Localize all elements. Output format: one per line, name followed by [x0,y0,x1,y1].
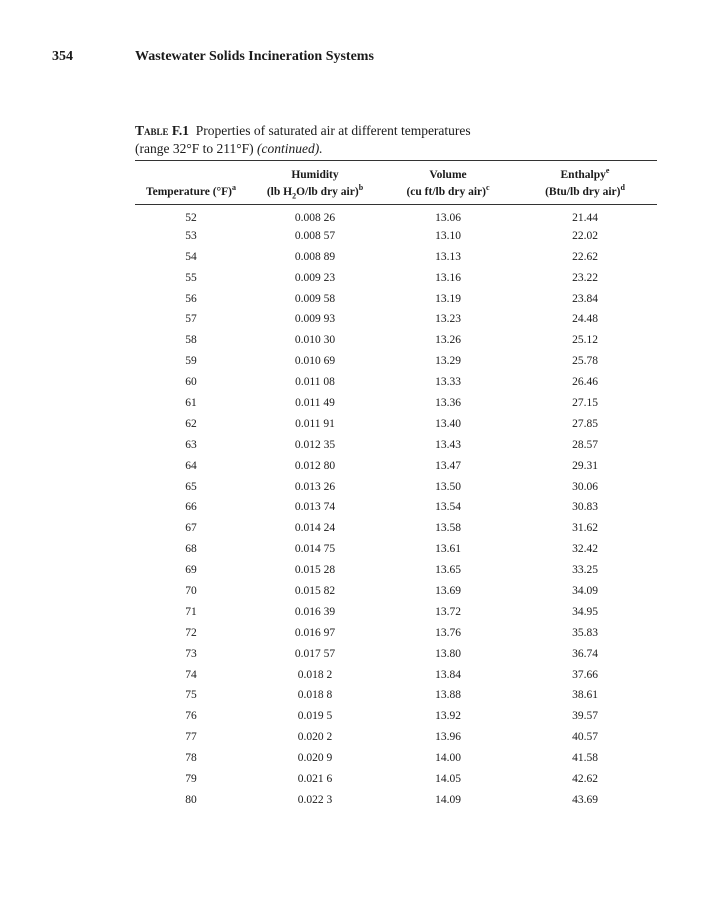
temperature-cell: 65 [185,480,197,493]
header-enthalpy: Enthalpy$^e$ [513,161,657,182]
temperature-cell: 76 [185,710,197,723]
temperature-cell: 54 [185,250,197,263]
temperature-cell: 77 [185,731,197,744]
humidity-cell: 0.018 8 [297,689,333,702]
table-title: Properties of saturated air at different temperatures [195,123,471,138]
page-number: 354 [52,49,73,64]
temperature-cell: 59 [185,355,197,368]
temperature-cell: 61 [185,396,197,409]
table-row [135,789,657,810]
humidity-cell: 0.022 3 [297,793,333,806]
enthalpy-cell: 28.57 [572,438,598,451]
table-row [135,497,657,518]
enthalpy-cell: 24.48 [572,313,598,326]
enthalpy-cell: 25.78 [572,355,598,368]
header-enthalpy-unit: (Btu/lb dry air)$^d$ [513,181,657,205]
volume-cell: 13.65 [435,564,461,577]
humidity-cell: 0.010 30 [294,334,336,347]
table-row [135,643,657,664]
table-row [135,685,657,706]
enthalpy-cell: 23.22 [572,271,598,284]
volume-cell: 13.92 [435,710,461,723]
table-row [135,413,657,434]
humidity-cell: 0.014 24 [294,522,336,535]
enthalpy-cell: 43.69 [572,793,598,806]
table-row [135,267,657,288]
table-row [135,455,657,476]
volume-cell: 13.26 [435,334,461,347]
humidity-cell: 0.012 35 [294,438,336,451]
table-row [135,351,657,372]
humidity-cell: 0.010 69 [294,355,336,368]
humidity-cell: 0.011 08 [295,376,335,389]
enthalpy-cell: 38.61 [572,689,598,702]
table-row [135,205,657,226]
temperature-cell: 72 [185,626,197,639]
humidity-cell: 0.016 39 [294,605,336,618]
temperature-cell: 70 [185,584,197,597]
table-row [135,309,657,330]
temperature-cell: 78 [185,752,197,765]
temperature-cell: 74 [185,668,197,681]
table-row [135,622,657,643]
humidity-cell: 0.011 49 [295,396,335,409]
running-head: Wastewater Solids Incineration Systems [135,49,374,64]
table-row [135,330,657,351]
table-row [135,706,657,727]
header-volume: Volume [383,161,513,182]
temperature-cell: 71 [185,605,197,618]
enthalpy-cell: 22.02 [572,229,598,242]
volume-cell: 13.06 [435,212,461,225]
temperature-cell: 53 [185,229,197,242]
volume-cell: 14.09 [435,793,461,806]
temperature-cell: 79 [185,772,197,785]
enthalpy-cell: 34.95 [572,605,598,618]
volume-cell: 13.69 [435,584,461,597]
enthalpy-cell: 30.06 [572,480,598,493]
humidity-cell: 0.008 26 [294,212,336,225]
enthalpy-cell: 41.58 [572,752,598,765]
temperature-cell: 56 [185,292,197,305]
volume-cell: 13.88 [435,689,461,702]
table-row [135,560,657,581]
volume-cell: 13.43 [435,438,461,451]
enthalpy-cell: 27.85 [572,417,598,430]
header-temperature: Temperature $(^\circ F)^a$ [135,181,247,205]
enthalpy-cell: 30.83 [572,501,598,514]
humidity-cell: 0.015 28 [294,564,336,577]
humidity-cell: 0.019 5 [297,710,333,723]
humidity-cell: 0.008 57 [294,229,336,242]
enthalpy-cell: 39.57 [572,710,598,723]
enthalpy-cell: 29.31 [572,459,598,472]
enthalpy-cell: 36.74 [572,647,598,660]
volume-cell: 14.00 [435,752,461,765]
temperature-cell: 63 [185,438,197,451]
enthalpy-cell: 26.46 [572,376,598,389]
volume-cell: 13.72 [435,605,461,618]
volume-cell: 13.58 [435,522,461,535]
temperature-cell: 80 [185,793,197,806]
table-body [135,205,657,811]
humidity-cell: 0.014 75 [294,543,336,556]
humidity-cell: 0.009 23 [294,271,336,284]
temperature-cell: 67 [185,522,197,535]
volume-cell: 13.47 [435,459,461,472]
volume-cell: 13.33 [435,376,461,389]
table-row [135,664,657,685]
volume-cell: 13.23 [435,313,461,326]
volume-cell: 13.61 [435,543,461,556]
enthalpy-cell: 27.15 [572,396,598,409]
volume-cell: 13.76 [435,626,461,639]
volume-cell: 13.40 [435,417,461,430]
temperature-cell: 60 [185,376,197,389]
table-row [135,748,657,769]
temperature-cell: 73 [185,647,197,660]
temperature-cell: 57 [185,313,197,326]
enthalpy-cell: 34.09 [572,584,598,597]
humidity-cell: 0.009 58 [294,292,336,305]
enthalpy-cell: 23.84 [572,292,598,305]
temperature-cell: 62 [185,417,197,430]
volume-cell: 13.19 [435,292,461,305]
enthalpy-cell: 31.62 [572,522,598,535]
temperature-cell: 58 [185,334,197,347]
saturated-air-table [135,160,657,810]
header-temperature-blank [135,161,247,182]
table-label: Table F.1 [135,123,190,138]
humidity-cell: 0.012 80 [294,459,336,472]
temperature-cell: 55 [185,271,197,284]
temperature-cell: 52 [185,212,197,225]
humidity-cell: 0.020 2 [297,731,333,744]
humidity-cell: 0.011 91 [295,417,335,430]
volume-cell: 13.13 [435,250,461,263]
humidity-cell: 0.017 57 [294,647,336,660]
temperature-cell: 68 [185,543,197,556]
humidity-cell: 0.015 82 [294,584,336,597]
temperature-cell: 64 [185,459,197,472]
humidity-cell: 0.016 97 [294,626,336,639]
enthalpy-cell: 35.83 [572,626,598,639]
table-row [135,246,657,267]
table-row [135,434,657,455]
table-row [135,727,657,748]
table-row [135,769,657,790]
table-range: (range 32°F to 211°F) [135,141,254,156]
volume-cell: 13.80 [435,647,461,660]
enthalpy-cell: 37.66 [572,668,598,681]
humidity-cell: 0.008 89 [294,250,336,263]
humidity-cell: 0.009 93 [294,313,336,326]
temperature-cell: 69 [185,564,197,577]
volume-cell: 13.29 [435,355,461,368]
table-row [135,539,657,560]
continued-note: (continued). [257,141,323,156]
volume-cell: 13.50 [435,480,461,493]
volume-cell: 13.10 [435,229,461,242]
table-row [135,581,657,602]
humidity-cell: 0.021 6 [297,772,333,785]
enthalpy-cell: 22.62 [572,250,598,263]
volume-cell: 13.96 [435,731,461,744]
temperature-cell: 66 [185,501,197,514]
table-row [135,225,657,246]
humidity-cell: 0.020 9 [297,752,333,765]
header-humidity-unit: (lb $H_2O/lb$ dry air)$^b$ [247,181,383,205]
table-row [135,476,657,497]
header-volume-unit: (cu ft/lb dry air)$^c$ [383,181,513,205]
table-caption [135,122,555,158]
temperature-cell: 75 [185,689,197,702]
enthalpy-cell: 42.62 [572,772,598,785]
volume-cell: 13.16 [435,271,461,284]
enthalpy-cell: 21.44 [572,212,598,225]
table-row [135,288,657,309]
humidity-cell: 0.013 26 [294,480,336,493]
table-row [135,518,657,539]
humidity-cell: 0.018 2 [297,668,333,681]
enthalpy-cell: 25.12 [572,334,598,347]
enthalpy-cell: 33.25 [572,564,598,577]
volume-cell: 14.05 [435,772,461,785]
enthalpy-cell: 40.57 [572,731,598,744]
volume-cell: 13.36 [435,396,461,409]
enthalpy-cell: 32.42 [572,543,598,556]
volume-cell: 13.84 [435,668,461,681]
table-row [135,601,657,622]
table-row [135,393,657,414]
header-humidity: Humidity [247,161,383,182]
table-row [135,372,657,393]
volume-cell: 13.54 [435,501,461,514]
humidity-cell: 0.013 74 [294,501,336,514]
